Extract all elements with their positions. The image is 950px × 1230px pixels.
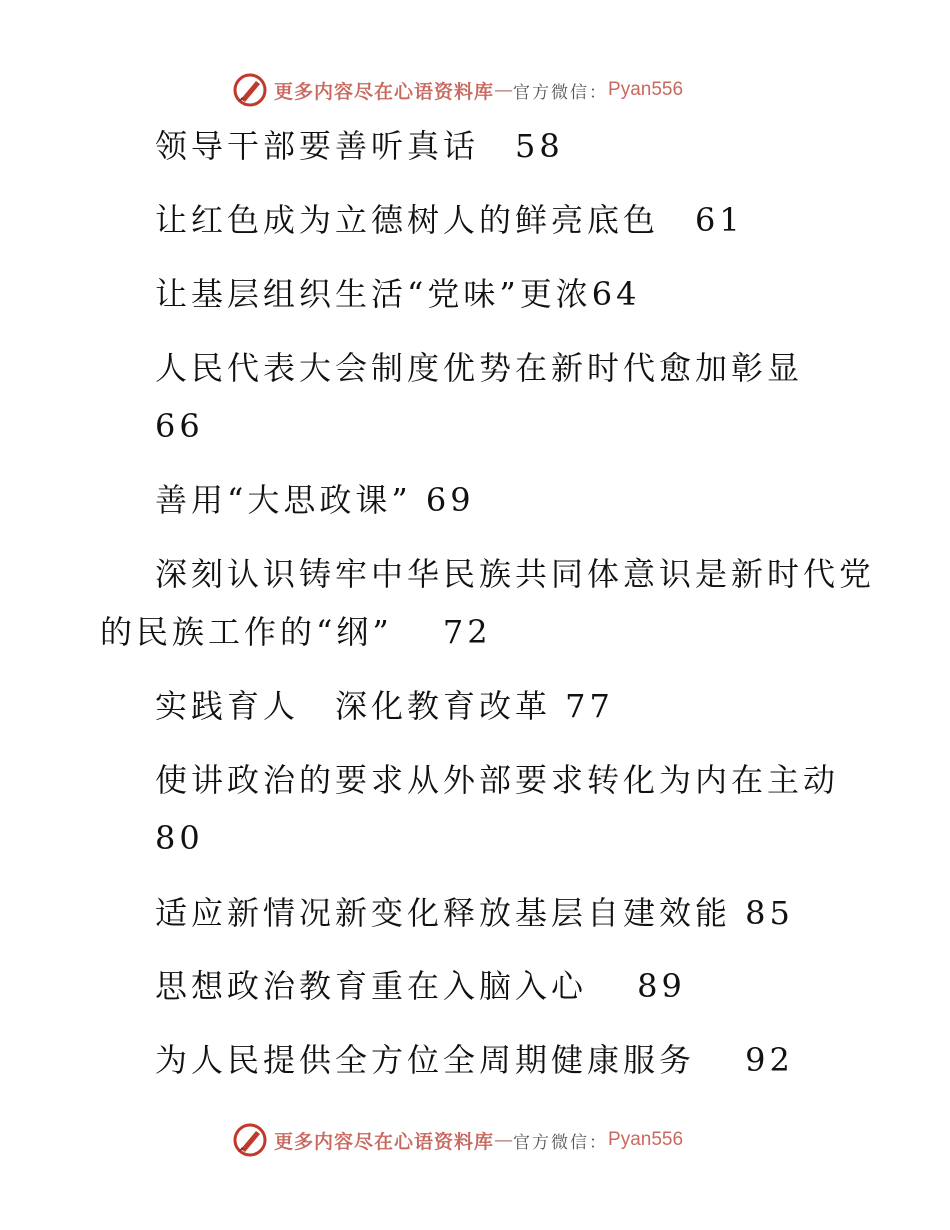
toc-entry: 思想政治教育重在入脑入心 89 — [155, 967, 686, 1005]
toc-entry: 实践育人 深化教育改革 77 — [155, 687, 614, 725]
toc-entry: 让基层组织生活“党味”更浓64 — [155, 275, 641, 313]
toc-entry: 善用“大思政课” 69 — [155, 481, 475, 519]
toc-entry: 让红色成为立德树人的鲜亮底色 61 — [155, 201, 744, 239]
toc-entry: 深刻认识铸牢中华民族共同体意识是新时代党 — [155, 555, 876, 593]
watermark-dash: — — [494, 1129, 514, 1151]
watermark-brand-text: 更多内容尽在心语资料库 — [274, 80, 495, 103]
toc-entry-continuation: 的民族工作的“纲” 72 — [100, 613, 492, 651]
watermark-dash: — — [494, 79, 514, 101]
watermark-banner-top — [232, 70, 683, 110]
toc-entry: 领导干部要善听真话 58 — [155, 127, 564, 165]
watermark-label: 官方微信： — [513, 1132, 609, 1153]
toc-entry: 适应新情况新变化释放基层自建效能 85 — [155, 894, 794, 932]
watermark-banner-bottom — [232, 1120, 683, 1160]
toc-entry: 人民代表大会制度优势在新时代愈加彰显 — [155, 349, 804, 387]
pen-seal-logo-icon — [232, 72, 268, 108]
pen-seal-logo-icon — [232, 1122, 268, 1158]
watermark-label: 官方微信： — [513, 82, 609, 103]
toc-entry-page-number: 66 — [155, 407, 204, 445]
toc-entry: 为人民提供全方位全周期健康服务 92 — [155, 1041, 794, 1079]
watermark-wechat-id: Pyan556 — [608, 79, 684, 100]
watermark-wechat-id: Pyan556 — [608, 1129, 684, 1150]
toc-entry: 使讲政治的要求从外部要求转化为内在主动 — [155, 761, 840, 799]
toc-entry-page-number: 80 — [155, 819, 204, 857]
watermark-brand-text: 更多内容尽在心语资料库 — [274, 1130, 495, 1153]
